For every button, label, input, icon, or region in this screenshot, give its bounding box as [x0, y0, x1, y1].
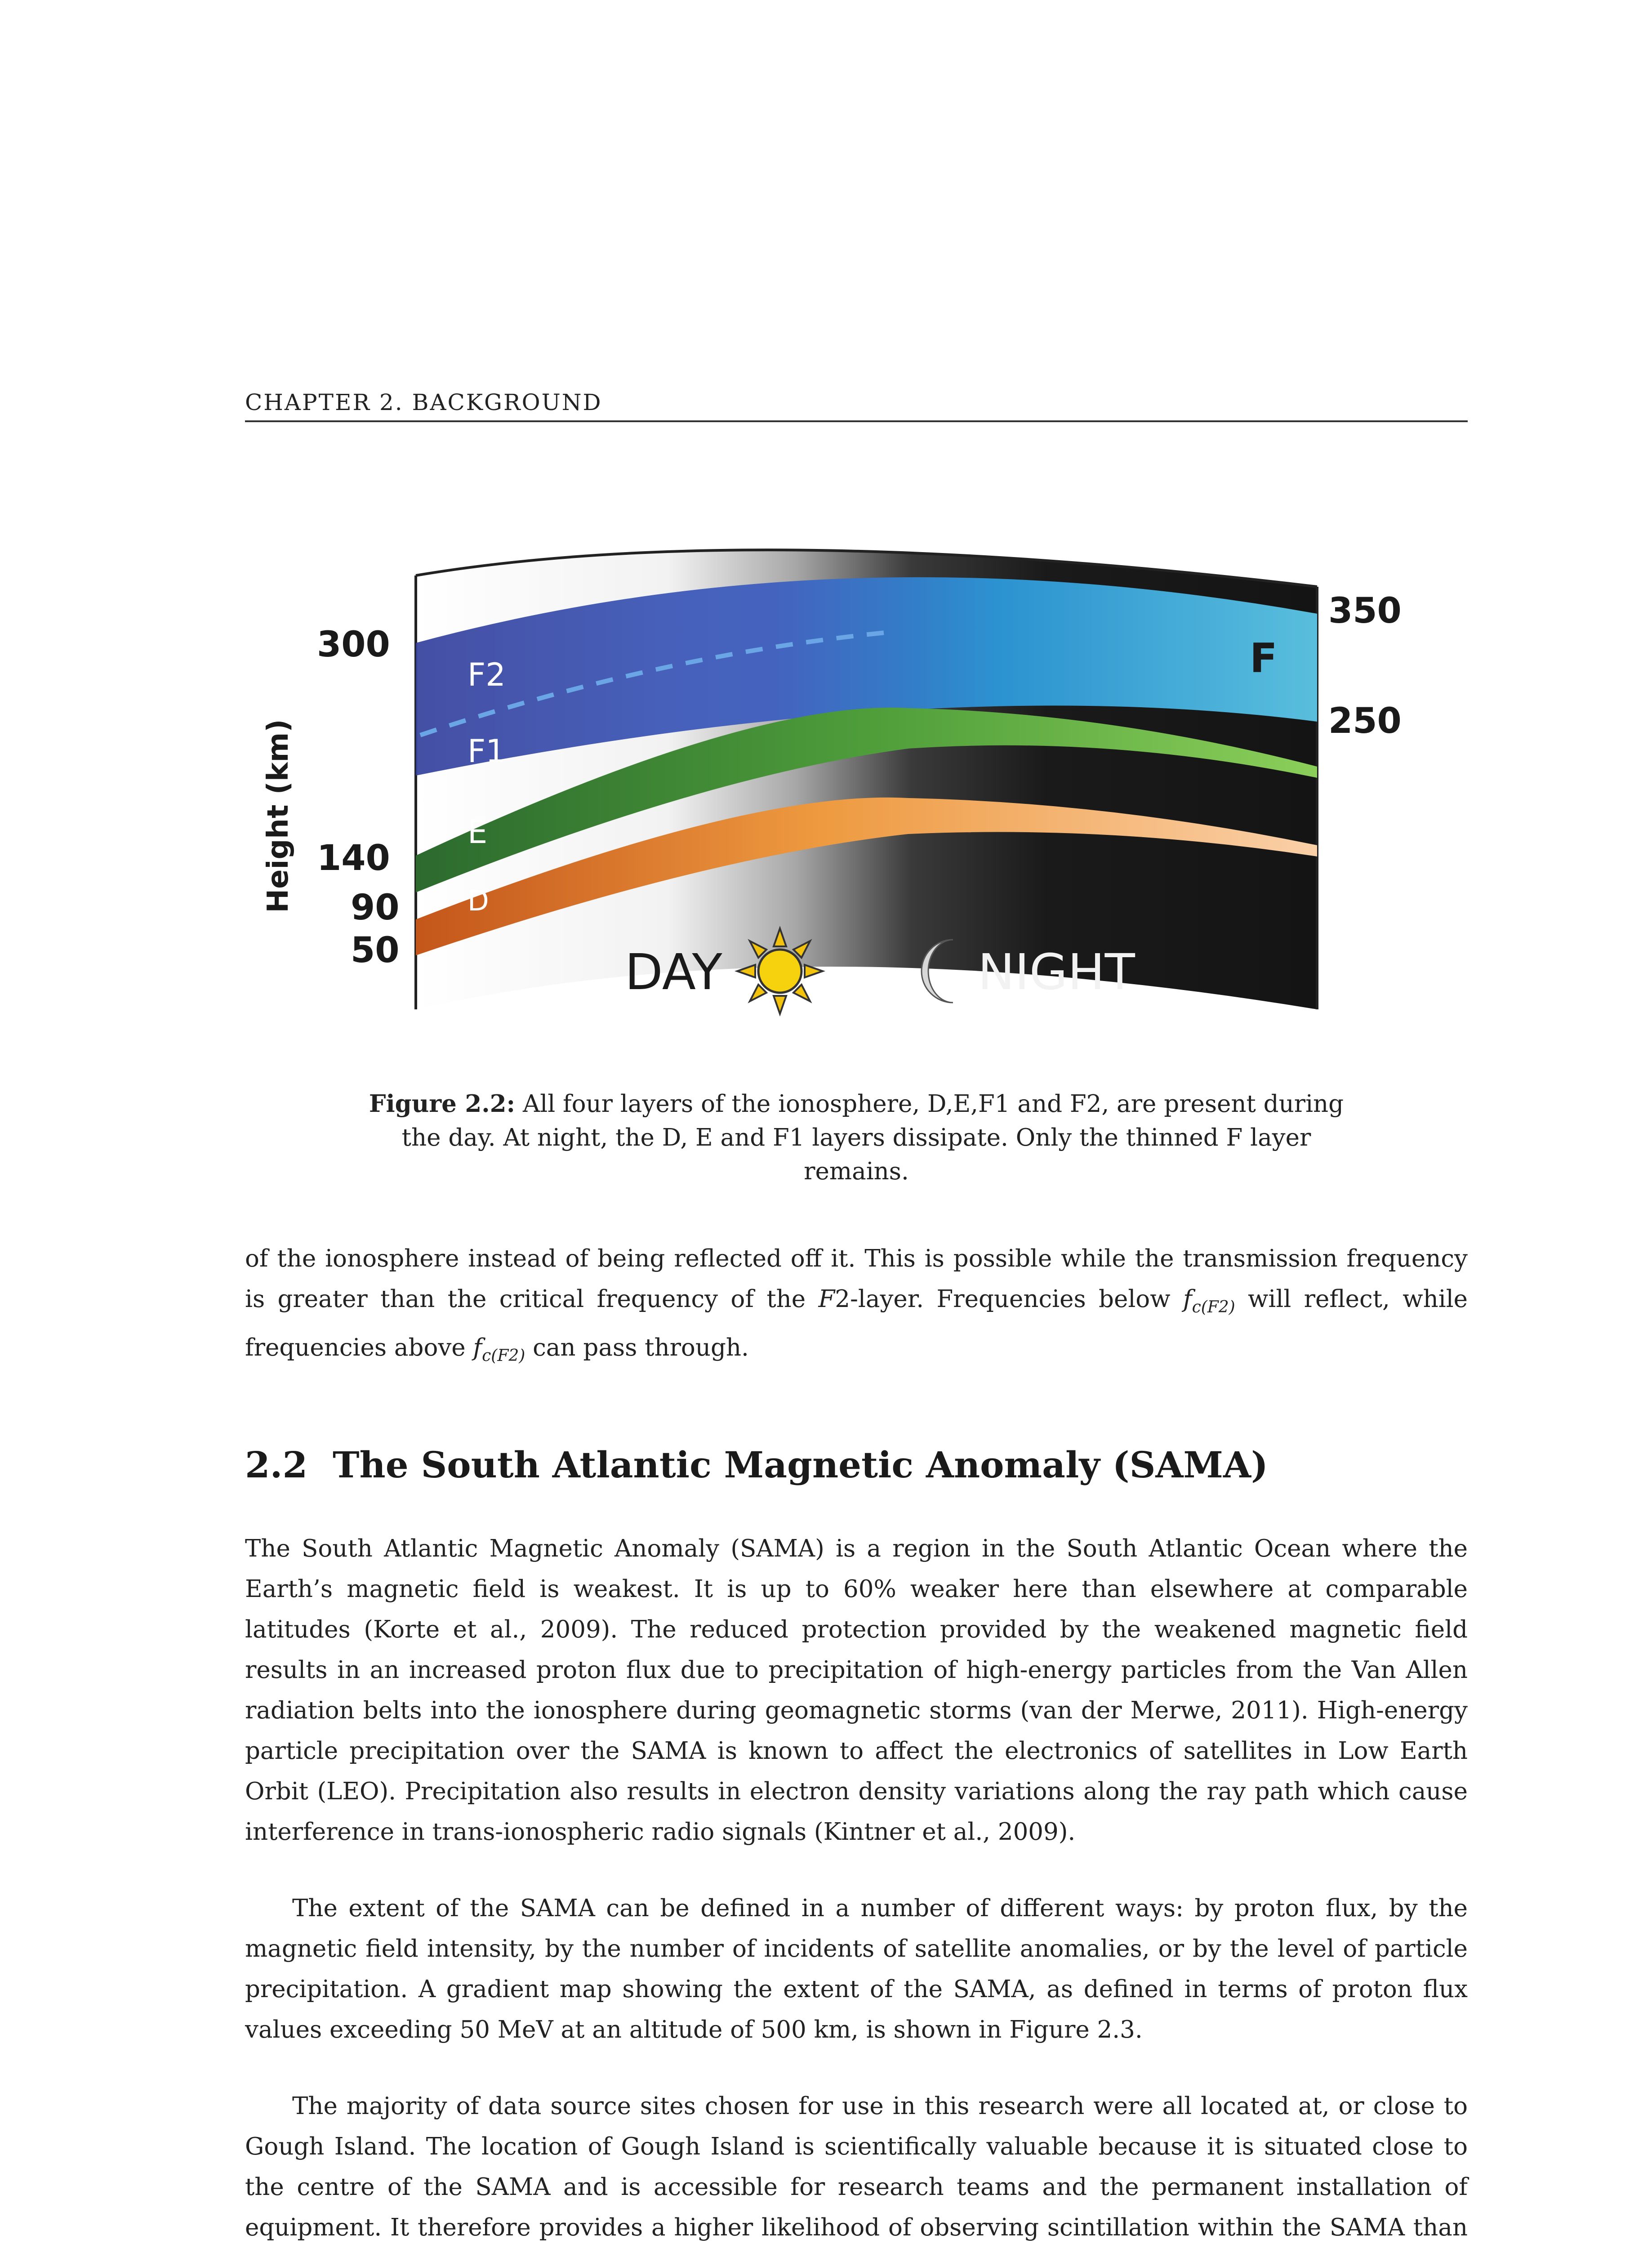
math-f: F	[818, 1285, 835, 1313]
tick-350: 350	[1328, 591, 1402, 631]
math-fc-2: f	[473, 1334, 482, 1361]
night-label: NIGHT	[978, 943, 1135, 1001]
math-fc-sub: c(F2)	[1192, 1298, 1235, 1316]
layer-e-label: E	[468, 814, 488, 851]
tick-250: 250	[1328, 701, 1402, 741]
tick-140: 140	[317, 838, 390, 879]
math-fc-sub-2: c(F2)	[482, 1347, 525, 1365]
continuation-paragraph	[245, 1239, 1468, 1376]
ionosphere-figure	[256, 501, 1402, 1018]
section-number: 2.2	[245, 1444, 308, 1486]
paragraph-gough-island: The majority of data source sites chosen for use in this research were all located at, or close to Gough Island. The location of Gough Island is scientifically valuable because it is situated close to the centre of the SAMA and is accessible for research teams and the permanent installation of equipment. It therefore provides a higher likelihood of observing scintillation within the SAMA than	[245, 2092, 1468, 2241]
sun-icon	[737, 928, 823, 1014]
y-axis-label: Height (km)	[262, 719, 295, 913]
caption-text: All four layers of the ionosphere, D,E,F1 and F2, are present during the day. At night, the D, E and F1 layers dissipate. Only the thinned F layer remains.	[401, 1090, 1344, 1185]
math-fc: f	[1183, 1285, 1192, 1313]
section-title: The South Atlantic Magnetic Anomaly (SAMA)	[333, 1444, 1268, 1486]
section-heading	[245, 1442, 1468, 1487]
day-label: DAY	[625, 943, 722, 1001]
running-head: CHAPTER 2. BACKGROUND	[245, 389, 1468, 422]
tick-50: 50	[351, 930, 400, 971]
continuation-text-2: 2-layer. Frequencies below	[835, 1285, 1183, 1313]
paragraph-sama-extent: The extent of the SAMA can be defined in a number of different ways: by proton flux, by the magnetic field intensity, by the number of incidents of satellite anomalies, or by the level of particle precipitation. A gradient map showing the extent of the SAMA, as defined in terms of proton flux values exceeding 50 MeV at an altitude of 500 km, is shown in Figure 2.3.	[245, 1895, 1468, 2043]
paragraph-sama-definition: The South Atlantic Magnetic Anomaly (SAMA) is a region in the South Atlantic Ocean where the Earth’s magnetic field is weakest. It is up to 60% weaker here than elsewhere at comparable latitudes (Korte et al., 2009). The reduced protection provided by the weakened magnetic field results in an increased proton flux due to precipitation of high-energy particles from the Van Allen radiation belts into the ionosphere during geomagnetic storms (van der Merwe, 2011). High-energy particle precipitation over the SAMA is known to affect the electronics of satellites in Low Earth Orbit (LEO). Precipitation also results in electron density variations along the ray path which cause interference in trans-ionospheric radio signals (Kintner et al., 2009).	[245, 1535, 1468, 1846]
figure-caption	[351, 1087, 1362, 1188]
continuation-text-1: of the ionosphere instead of being reflected off it. This is possible while the transmission frequency is greater than the critical frequency of the	[245, 1245, 1468, 1313]
ionosphere-diagram	[256, 501, 1402, 1018]
continuation-text-3: will reflect, while frequencies above	[245, 1285, 1468, 1361]
layer-d-label: D	[468, 884, 489, 917]
tick-300: 300	[317, 624, 390, 665]
layer-f2-label: F2	[468, 656, 506, 693]
layer-f1-label: F1	[468, 733, 506, 770]
continuation-text-4: can pass through.	[525, 1334, 749, 1361]
caption-label: Figure 2.2:	[369, 1090, 516, 1118]
tick-90: 90	[351, 888, 400, 928]
layer-f-label: F	[1250, 635, 1278, 682]
